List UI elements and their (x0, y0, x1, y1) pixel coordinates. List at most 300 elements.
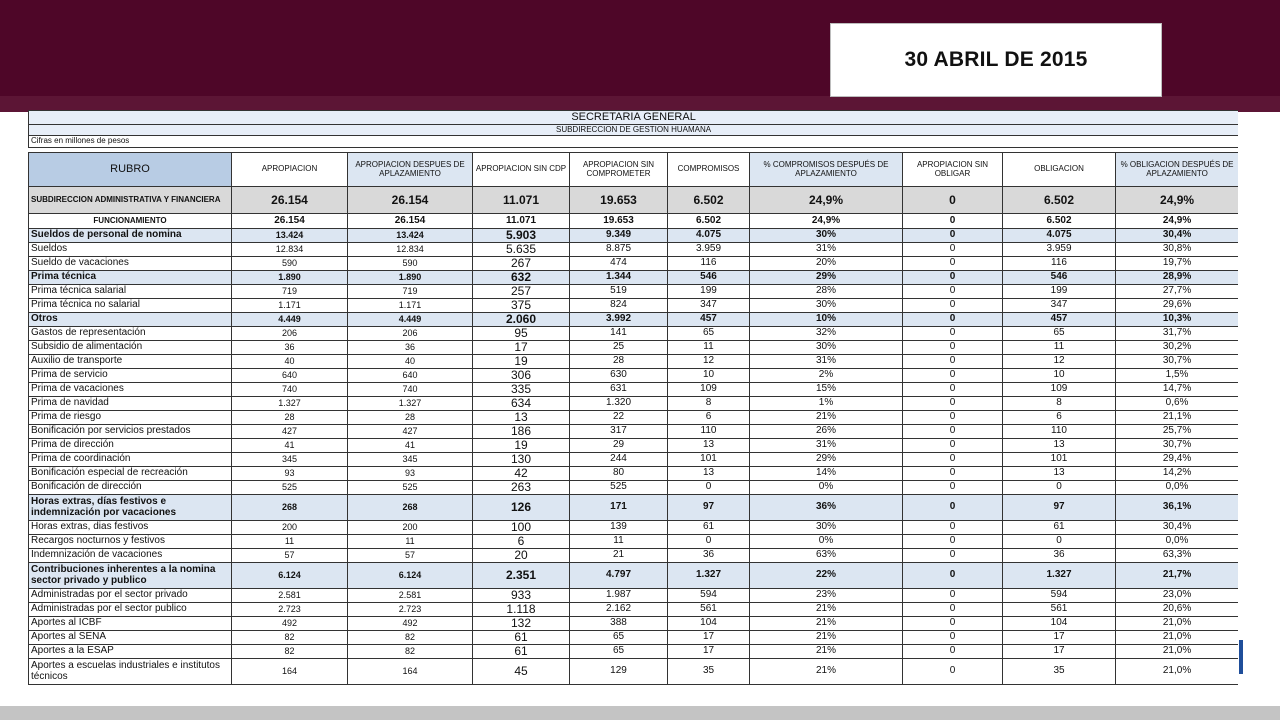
cell-value: 164 (232, 659, 348, 685)
cell-value: 31% (750, 243, 903, 257)
row-label: Otros (29, 313, 232, 327)
cell-value: 25 (570, 341, 668, 355)
row-label: Prima de navidad (29, 397, 232, 411)
row-label: Indemnización de vacaciones (29, 549, 232, 563)
cell-value: 257 (473, 285, 570, 299)
cell-value: 21% (750, 631, 903, 645)
cell-value: 0 (903, 563, 1003, 589)
cell-value: 3.992 (570, 313, 668, 327)
table-row (29, 285, 1239, 299)
cell-value: 0 (903, 327, 1003, 341)
cell-value: 5.903 (473, 229, 570, 243)
cell-value: 10% (750, 313, 903, 327)
cell-value: 4.075 (1003, 229, 1116, 243)
cell-value: 109 (1003, 383, 1116, 397)
row-label: Sueldos de personal de nomina (29, 229, 232, 243)
cell-value: 244 (570, 453, 668, 467)
cell-value: 28% (750, 285, 903, 299)
cell-value: 63,3% (1116, 549, 1239, 563)
cell-value: 21 (570, 549, 668, 563)
column-header: APROPIACION SIN CDP (473, 153, 570, 187)
cell-value: 36 (348, 341, 473, 355)
cell-value: 57 (232, 549, 348, 563)
cell-value: 640 (232, 369, 348, 383)
cell-value: 23,0% (1116, 589, 1239, 603)
row-label: Bonificación por servicios prestados (29, 425, 232, 439)
cell-value: 19 (473, 355, 570, 369)
cell-value: 492 (232, 617, 348, 631)
cell-value: 1.327 (668, 563, 750, 589)
cell-value: 20,6% (1116, 603, 1239, 617)
cell-value: 15% (750, 383, 903, 397)
cell-value: 0 (903, 589, 1003, 603)
cell-value: 1.890 (348, 271, 473, 285)
cell-value: 12 (1003, 355, 1116, 369)
cell-value: 95 (473, 327, 570, 341)
cell-value: 21% (750, 659, 903, 685)
cell-value: 0 (903, 617, 1003, 631)
row-label: Prima técnica salarial (29, 285, 232, 299)
cell-value: 11 (1003, 341, 1116, 355)
row-label: Bonificación especial de recreación (29, 467, 232, 481)
row-label: Prima técnica (29, 271, 232, 285)
row-label: Aportes al SENA (29, 631, 232, 645)
cell-value: 0 (903, 187, 1003, 214)
cell-value: 11 (570, 535, 668, 549)
table-row (29, 243, 1239, 257)
cell-value: 0 (903, 313, 1003, 327)
cell-value: 2.581 (232, 589, 348, 603)
cell-value: 640 (348, 369, 473, 383)
cell-value: 0 (668, 535, 750, 549)
cell-value: 19.653 (570, 214, 668, 229)
cell-value: 6.502 (668, 214, 750, 229)
column-header: % COMPROMISOS DESPUÉS DE APLAZAMIENTO (750, 153, 903, 187)
cell-value: 0 (903, 631, 1003, 645)
cell-value: 164 (348, 659, 473, 685)
cell-value: 36 (668, 549, 750, 563)
cell-value: 0 (903, 467, 1003, 481)
cell-value: 21% (750, 645, 903, 659)
cell-value: 0 (903, 341, 1003, 355)
cell-value: 14,2% (1116, 467, 1239, 481)
row-label: Administradas por el sector privado (29, 589, 232, 603)
cell-value: 345 (348, 453, 473, 467)
table-row (29, 659, 1239, 685)
cell-value: 0 (903, 425, 1003, 439)
cell-value: 740 (348, 383, 473, 397)
row-label: Prima de dirección (29, 439, 232, 453)
cell-value: 61 (473, 631, 570, 645)
cell-value: 61 (668, 521, 750, 535)
table-row (29, 257, 1239, 271)
cell-value: 63% (750, 549, 903, 563)
table-row (29, 425, 1239, 439)
cell-value: 1.327 (232, 397, 348, 411)
cell-value: 306 (473, 369, 570, 383)
cell-value: 11 (668, 341, 750, 355)
bottom-bar (0, 706, 1280, 720)
cell-value: 104 (1003, 617, 1116, 631)
table-row (29, 397, 1239, 411)
table-row (29, 549, 1239, 563)
cell-value: 0 (903, 535, 1003, 549)
cell-value: 30,4% (1116, 229, 1239, 243)
cell-value: 0 (903, 383, 1003, 397)
cell-value: 101 (668, 453, 750, 467)
cell-value: 97 (1003, 495, 1116, 521)
row-label: Auxilio de transporte (29, 355, 232, 369)
cell-value: 13.424 (232, 229, 348, 243)
cell-value: 375 (473, 299, 570, 313)
cell-value: 35 (668, 659, 750, 685)
cell-value: 19.653 (570, 187, 668, 214)
cell-value: 525 (570, 481, 668, 495)
cell-value: 21% (750, 603, 903, 617)
row-label: Aportes a escuelas industriales e institutos técnicos (29, 659, 232, 685)
cell-value: 10 (668, 369, 750, 383)
cell-value: 1% (750, 397, 903, 411)
cell-value: 199 (668, 285, 750, 299)
row-label: Sueldos (29, 243, 232, 257)
side-logo-fragment (1239, 640, 1243, 674)
row-label: SUBDIRECCION ADMINISTRATIVA Y FINANCIERA (29, 187, 232, 214)
table-title: SECRETARIA GENERAL (29, 111, 1239, 125)
cell-value: 65 (570, 631, 668, 645)
row-label: Administradas por el sector publico (29, 603, 232, 617)
cell-value: 82 (348, 645, 473, 659)
cell-value: 1.327 (348, 397, 473, 411)
cell-value: 740 (232, 383, 348, 397)
row-label: Horas extras, días festivos e indemnización por vacaciones (29, 495, 232, 521)
cell-value: 1.118 (473, 603, 570, 617)
cell-value: 93 (232, 467, 348, 481)
cell-value: 19,7% (1116, 257, 1239, 271)
cell-value: 474 (570, 257, 668, 271)
table-row (29, 341, 1239, 355)
cell-value: 19 (473, 439, 570, 453)
budget-execution-table (28, 110, 1238, 685)
cell-value: 26% (750, 425, 903, 439)
cell-value: 4.449 (232, 313, 348, 327)
cell-value: 630 (570, 369, 668, 383)
cell-value: 2.060 (473, 313, 570, 327)
table-row (29, 383, 1239, 397)
cell-value: 0 (903, 229, 1003, 243)
cell-value: 0 (903, 299, 1003, 313)
cell-value: 36% (750, 495, 903, 521)
cell-value: 21,0% (1116, 659, 1239, 685)
cell-value: 24,9% (750, 187, 903, 214)
budget-table-container (28, 110, 1238, 706)
cell-value: 0 (1003, 481, 1116, 495)
cell-value: 129 (570, 659, 668, 685)
cell-value: 61 (1003, 521, 1116, 535)
cell-value: 267 (473, 257, 570, 271)
cell-value: 61 (473, 645, 570, 659)
cell-value: 10 (1003, 369, 1116, 383)
table-row (29, 589, 1239, 603)
cell-value: 23% (750, 589, 903, 603)
cell-value: 24,9% (1116, 187, 1239, 214)
table-row (29, 313, 1239, 327)
cell-value: 631 (570, 383, 668, 397)
cell-value: 0 (903, 549, 1003, 563)
cell-value: 13 (473, 411, 570, 425)
cell-value: 116 (1003, 257, 1116, 271)
cell-value: 21,1% (1116, 411, 1239, 425)
cell-value: 17 (1003, 645, 1116, 659)
cell-value: 20 (473, 549, 570, 563)
cell-value: 388 (570, 617, 668, 631)
cell-value: 13 (1003, 439, 1116, 453)
cell-value: 268 (348, 495, 473, 521)
cell-value: 17 (668, 645, 750, 659)
cell-value: 0,6% (1116, 397, 1239, 411)
cell-value: 139 (570, 521, 668, 535)
row-label: Subsidio de alimentación (29, 341, 232, 355)
cell-value: 335 (473, 383, 570, 397)
cell-value: 13 (668, 467, 750, 481)
cell-value: 41 (232, 439, 348, 453)
cell-value: 13 (668, 439, 750, 453)
cell-value: 824 (570, 299, 668, 313)
cell-value: 719 (348, 285, 473, 299)
table-row (29, 603, 1239, 617)
column-header: COMPROMISOS (668, 153, 750, 187)
cell-value: 30,7% (1116, 439, 1239, 453)
cell-value: 28 (232, 411, 348, 425)
cell-value: 24,9% (1116, 214, 1239, 229)
table-row (29, 299, 1239, 313)
row-label: Prima de servicio (29, 369, 232, 383)
cell-value: 632 (473, 271, 570, 285)
cell-value: 22 (570, 411, 668, 425)
units-note: Cifras en millones de pesos (29, 136, 1239, 148)
cell-value: 101 (1003, 453, 1116, 467)
cell-value: 27,7% (1116, 285, 1239, 299)
cell-value: 590 (232, 257, 348, 271)
cell-value: 0 (903, 453, 1003, 467)
cell-value: 0 (903, 411, 1003, 425)
row-label: Sueldo de vacaciones (29, 257, 232, 271)
cell-value: 0 (903, 243, 1003, 257)
cell-value: 206 (232, 327, 348, 341)
cell-value: 29 (570, 439, 668, 453)
cell-value: 17 (668, 631, 750, 645)
cell-value: 6.124 (348, 563, 473, 589)
table-subtitle: SUBDIRECCION DE GESTION HUAMANA (29, 125, 1239, 136)
cell-value: 10,3% (1116, 313, 1239, 327)
row-label: Aportes a la ESAP (29, 645, 232, 659)
cell-value: 12 (668, 355, 750, 369)
cell-value: 57 (348, 549, 473, 563)
cell-value: 40 (348, 355, 473, 369)
cell-value: 109 (668, 383, 750, 397)
cell-value: 2.723 (348, 603, 473, 617)
cell-value: 28 (570, 355, 668, 369)
cell-value: 100 (473, 521, 570, 535)
cell-value: 65 (1003, 327, 1116, 341)
table-row (29, 563, 1239, 589)
cell-value: 1.320 (570, 397, 668, 411)
cell-value: 1.987 (570, 589, 668, 603)
cell-value: 17 (1003, 631, 1116, 645)
cell-value: 634 (473, 397, 570, 411)
table-row (29, 327, 1239, 341)
cell-value: 0% (750, 481, 903, 495)
cell-value: 0 (1003, 535, 1116, 549)
row-label: Aportes al ICBF (29, 617, 232, 631)
table-row (29, 214, 1239, 229)
cell-value: 110 (668, 425, 750, 439)
cell-value: 317 (570, 425, 668, 439)
cell-value: 0 (903, 645, 1003, 659)
cell-value: 1.890 (232, 271, 348, 285)
cell-value: 126 (473, 495, 570, 521)
cell-value: 1.344 (570, 271, 668, 285)
table-row (29, 229, 1239, 243)
cell-value: 30% (750, 341, 903, 355)
cell-value: 0,0% (1116, 535, 1239, 549)
cell-value: 0 (903, 271, 1003, 285)
cell-value: 32% (750, 327, 903, 341)
cell-value: 20% (750, 257, 903, 271)
cell-value: 29% (750, 271, 903, 285)
cell-value: 0 (903, 397, 1003, 411)
cell-value: 26.154 (348, 187, 473, 214)
cell-value: 31% (750, 355, 903, 369)
row-label: Contribuciones inherentes a la nomina sector privado y publico (29, 563, 232, 589)
cell-value: 933 (473, 589, 570, 603)
cell-value: 36,1% (1116, 495, 1239, 521)
column-header: APROPIACION (232, 153, 348, 187)
table-row (29, 369, 1239, 383)
cell-value: 171 (570, 495, 668, 521)
column-header-row (29, 153, 1239, 187)
cell-value: 11 (232, 535, 348, 549)
table-row (29, 617, 1239, 631)
cell-value: 0 (903, 439, 1003, 453)
cell-value: 36 (1003, 549, 1116, 563)
cell-value: 4.449 (348, 313, 473, 327)
cell-value: 594 (668, 589, 750, 603)
cell-value: 11.071 (473, 187, 570, 214)
cell-value: 31% (750, 439, 903, 453)
cell-value: 0 (903, 481, 1003, 495)
row-label: Prima de vacaciones (29, 383, 232, 397)
cell-value: 45 (473, 659, 570, 685)
cell-value: 186 (473, 425, 570, 439)
row-label: Bonificación de dirección (29, 481, 232, 495)
cell-value: 110 (1003, 425, 1116, 439)
cell-value: 29,4% (1116, 453, 1239, 467)
cell-value: 26.154 (232, 187, 348, 214)
cell-value: 268 (232, 495, 348, 521)
cell-value: 31,7% (1116, 327, 1239, 341)
cell-value: 21% (750, 617, 903, 631)
table-row (29, 355, 1239, 369)
cell-value: 457 (668, 313, 750, 327)
cell-value: 6.502 (668, 187, 750, 214)
cell-value: 4.075 (668, 229, 750, 243)
cell-value: 0 (903, 495, 1003, 521)
cell-value: 4.797 (570, 563, 668, 589)
cell-value: 1,5% (1116, 369, 1239, 383)
cell-value: 347 (1003, 299, 1116, 313)
cell-value: 457 (1003, 313, 1116, 327)
cell-value: 590 (348, 257, 473, 271)
cell-value: 199 (1003, 285, 1116, 299)
cell-value: 29% (750, 453, 903, 467)
row-label: Horas extras, dias festivos (29, 521, 232, 535)
cell-value: 6.502 (1003, 214, 1116, 229)
cell-value: 13 (1003, 467, 1116, 481)
cell-value: 492 (348, 617, 473, 631)
cell-value: 14,7% (1116, 383, 1239, 397)
cell-value: 206 (348, 327, 473, 341)
cell-value: 2.581 (348, 589, 473, 603)
cell-value: 5.635 (473, 243, 570, 257)
row-label: FUNCIONAMIENTO (29, 214, 232, 229)
cell-value: 21% (750, 411, 903, 425)
cell-value: 3.959 (668, 243, 750, 257)
cell-value: 130 (473, 453, 570, 467)
cell-value: 82 (232, 631, 348, 645)
cell-value: 97 (668, 495, 750, 521)
cell-value: 1.327 (1003, 563, 1116, 589)
cell-value: 12.834 (232, 243, 348, 257)
cell-value: 132 (473, 617, 570, 631)
cell-value: 200 (348, 521, 473, 535)
cell-value: 546 (668, 271, 750, 285)
cell-value: 11 (348, 535, 473, 549)
cell-value: 427 (348, 425, 473, 439)
table-row (29, 453, 1239, 467)
cell-value: 30,8% (1116, 243, 1239, 257)
row-label: Prima de coordinación (29, 453, 232, 467)
cell-value: 561 (668, 603, 750, 617)
cell-value: 9.349 (570, 229, 668, 243)
column-header: APROPIACION SIN COMPROMETER (570, 153, 668, 187)
cell-value: 427 (232, 425, 348, 439)
cell-value: 347 (668, 299, 750, 313)
cell-value: 0 (903, 214, 1003, 229)
report-date: 30 ABRIL DE 2015 (830, 23, 1162, 97)
cell-value: 263 (473, 481, 570, 495)
cell-value: 21,0% (1116, 617, 1239, 631)
cell-value: 82 (348, 631, 473, 645)
cell-value: 82 (232, 645, 348, 659)
cell-value: 546 (1003, 271, 1116, 285)
cell-value: 6.502 (1003, 187, 1116, 214)
row-label: Gastos de representación (29, 327, 232, 341)
cell-value: 1.171 (232, 299, 348, 313)
cell-value: 0 (903, 355, 1003, 369)
cell-value: 13.424 (348, 229, 473, 243)
row-label: Recargos nocturnos y festivos (29, 535, 232, 549)
cell-value: 0% (750, 535, 903, 549)
table-row (29, 631, 1239, 645)
cell-value: 25,7% (1116, 425, 1239, 439)
cell-value: 14% (750, 467, 903, 481)
cell-value: 42 (473, 467, 570, 481)
table-row (29, 521, 1239, 535)
cell-value: 26.154 (348, 214, 473, 229)
cell-value: 6 (668, 411, 750, 425)
cell-value: 0,0% (1116, 481, 1239, 495)
cell-value: 21,7% (1116, 563, 1239, 589)
